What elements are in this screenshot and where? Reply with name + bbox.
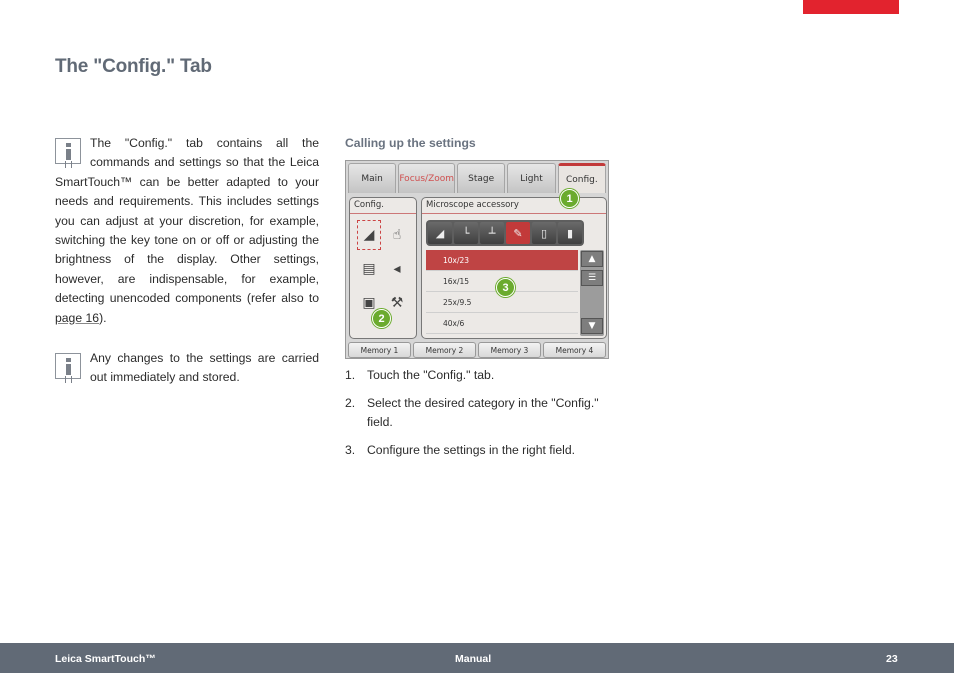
stand-icon[interactable]: ◢ [428,222,452,244]
callout-marker-2: 2 [372,309,391,328]
config-screen-illustration [345,160,609,359]
steps-list [345,366,613,469]
info-text: The "Config." tab contains all the commands and settings so that the Leica SmartTouch™ can be better adapted to your needs and requirements. This includes settings you can adjust at your discretion, for example, switching the key tone on or off or adjusting the brightness of the display. Other settings, however, are indispensable, for example, detecting unencoded components (refer also to [55,136,319,306]
memory-4-button[interactable]: Memory 4 [543,342,606,358]
info-block-config-tab [55,134,319,328]
info-block-changes [55,349,319,388]
list-scrollbar[interactable] [580,250,604,336]
page-title: The "Config." Tab [55,56,212,77]
footer-page-number: 23 [886,653,898,665]
panel-divider [422,213,606,214]
tab-config[interactable]: Config. [558,163,606,193]
touch-settings-icon[interactable]: ☝ [392,227,402,243]
memory-1-button[interactable]: Memory 1 [348,342,411,358]
info-icon [55,138,81,164]
header-accent-bar [803,0,899,14]
tab-stage[interactable]: Stage [457,163,505,193]
objective-item[interactable]: 40x/6 [426,313,578,334]
page-reference-link[interactable]: page 16 [55,310,100,325]
callout-marker-1: 1 [560,189,579,208]
objective-item[interactable]: 25x/9.5 [426,292,578,313]
callout-marker-3: 3 [496,278,515,297]
category-grid [355,218,413,320]
objective-item[interactable]: 16x/15 [426,271,578,292]
memory-3-button[interactable]: Memory 3 [478,342,541,358]
memory-2-button[interactable]: Memory 2 [413,342,476,358]
step-text: Select the desired category in the "Config." field. [367,396,599,429]
tools-icon[interactable]: ⚒ [390,295,404,311]
memory-bar [348,342,606,358]
tab-light[interactable]: Light [507,163,555,193]
tube-icon[interactable]: ▮ [558,222,582,244]
section-heading: Calling up the settings [345,136,476,150]
footer-product-name: Leica SmartTouch™ [55,653,156,665]
step-text: Configure the settings in the right field. [367,443,575,457]
list-menu-icon[interactable]: ☰ [581,270,603,286]
step-item [345,441,613,460]
info-text: Any changes to the settings are carried out immediately and stored. [90,351,319,385]
sound-icon[interactable]: ◂ [393,261,401,277]
tab-focus-zoom[interactable]: Focus/Zoom [398,163,455,193]
step-number: 2. [345,396,356,410]
step-number: 3. [345,443,356,457]
settings-panel [421,197,607,339]
save-icon[interactable]: ▣ [362,295,376,311]
objective-icon[interactable]: ✎ [506,222,530,244]
settings-panel-title: Microscope accessory [426,200,519,210]
tab-main[interactable]: Main [348,163,396,193]
footer-bar [0,643,954,673]
step-item [345,366,613,385]
step-item [345,394,613,432]
panel-divider [350,213,416,214]
config-panel-title: Config. [354,200,384,210]
scroll-down-icon[interactable]: ▼ [581,318,603,334]
info-icon [55,353,81,379]
key-assignment-icon[interactable]: ▤ [362,261,376,277]
step-number: 1. [345,368,356,382]
info-text-end: ). [99,310,107,325]
step-text: Touch the "Config." tab. [367,368,495,382]
microscope-accessory-icon[interactable]: ◢ [355,218,383,252]
accessory-toolbar [426,220,584,246]
double-arm-icon[interactable]: ┴ [480,222,504,244]
footer-document-type: Manual [455,653,492,665]
scroll-up-icon[interactable]: ▲ [581,251,603,267]
eyepiece-icon[interactable]: ▯ [532,222,556,244]
objective-item[interactable]: 10x/23 [426,250,578,271]
arm-icon[interactable]: └ [454,222,478,244]
